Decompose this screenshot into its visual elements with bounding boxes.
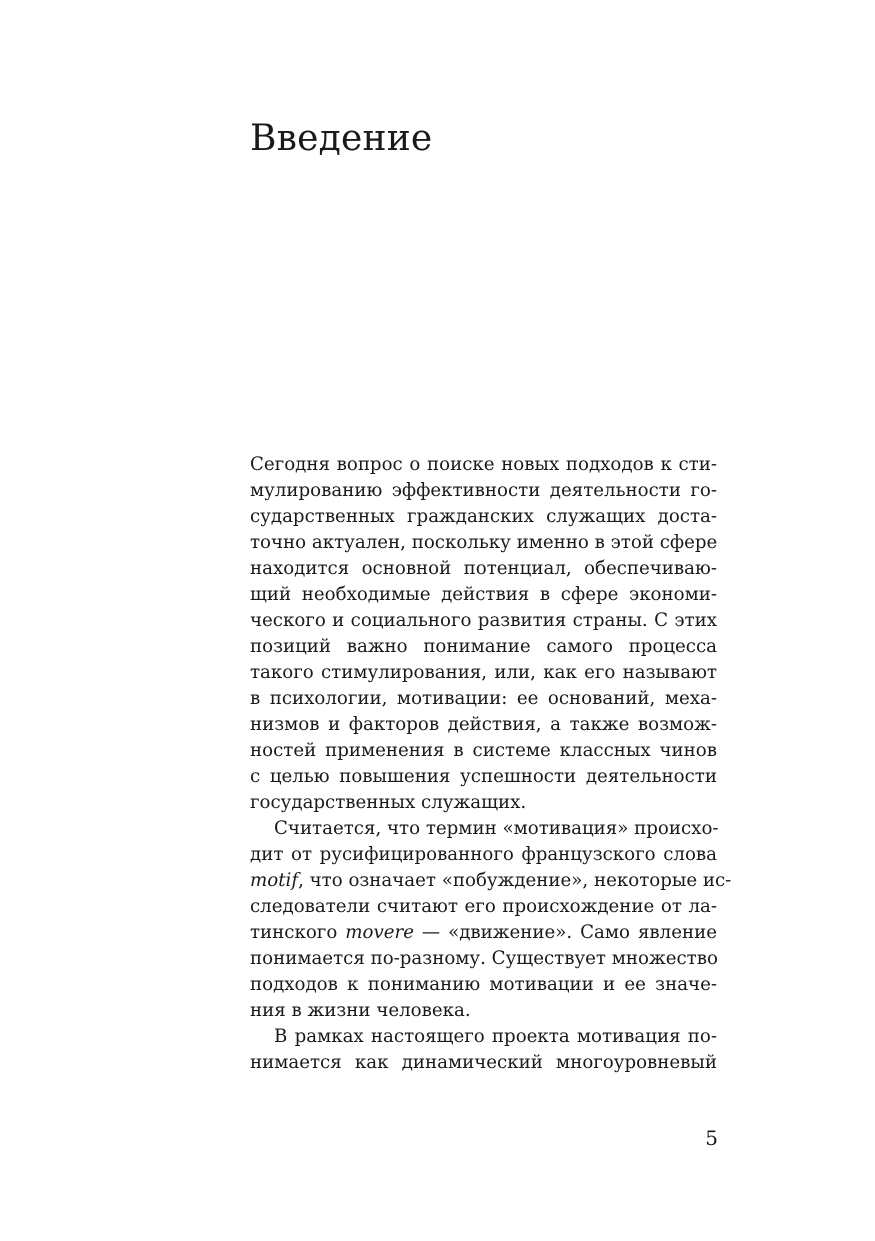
text-line: дит от русифицированного французского слова bbox=[250, 844, 717, 865]
text-line: нимается как динамический многоуровневый bbox=[250, 1052, 717, 1073]
text-line: сударственных гражданских служащих доста- bbox=[250, 506, 717, 527]
text-fragment: — «движение». Само явление bbox=[413, 922, 717, 943]
text-line: ностей применения в системе классных чинов bbox=[250, 740, 717, 761]
paragraph-1 bbox=[250, 452, 717, 816]
text-line: подходов к пониманию мотивации и ее значе- bbox=[250, 974, 717, 995]
text-line: такого стимулирования, или, как его называют bbox=[250, 662, 717, 683]
text-line: позиций важно понимание самого процесса bbox=[250, 636, 717, 657]
text-line: в психологии, мотивации: ее оснований, меха- bbox=[250, 688, 717, 709]
text-line: понимается по-разному. Существует множество bbox=[250, 948, 718, 969]
text-line: находится основной потенциал, обеспечиваю- bbox=[250, 558, 717, 579]
text-line: Сегодня вопрос о поиске новых подходов к сти- bbox=[250, 454, 717, 475]
text-line: следователи считают его происхождение от ла- bbox=[250, 896, 717, 917]
chapter-title: Введение bbox=[250, 118, 433, 159]
text-line: низмов и факторов действия, а также возмож- bbox=[250, 714, 717, 735]
text-line bbox=[250, 920, 717, 946]
text-line: Считается, что термин «мотивация» происхо- bbox=[274, 818, 719, 839]
text-line: мулированию эффективности деятельности го- bbox=[250, 480, 717, 501]
foreign-term-motif: motif bbox=[250, 870, 299, 891]
text-fragment: тинского bbox=[250, 922, 346, 943]
text-line bbox=[250, 868, 732, 894]
text-fragment: , что означает «побуждение», некоторые ис- bbox=[298, 870, 732, 891]
text-line: ния в жизни человека. bbox=[250, 1000, 471, 1021]
foreign-term-movere: movere bbox=[345, 922, 414, 943]
paragraph-3 bbox=[250, 1024, 717, 1076]
paragraph-2 bbox=[250, 816, 732, 1024]
text-line: В рамках настоящего проекта мотивация по- bbox=[274, 1026, 717, 1047]
text-line: точно актуален, поскольку именно в этой сфере bbox=[250, 532, 718, 553]
text-line: государственных служащих. bbox=[250, 792, 527, 813]
text-line: щий необходимые действия в сфере экономи- bbox=[250, 584, 717, 605]
text-line: ческого и социального развития страны. С этих bbox=[250, 610, 717, 631]
body-text bbox=[250, 452, 732, 1076]
page-number: 5 bbox=[705, 1126, 718, 1150]
text-line: с целью повышения успешности деятельности bbox=[250, 766, 717, 787]
